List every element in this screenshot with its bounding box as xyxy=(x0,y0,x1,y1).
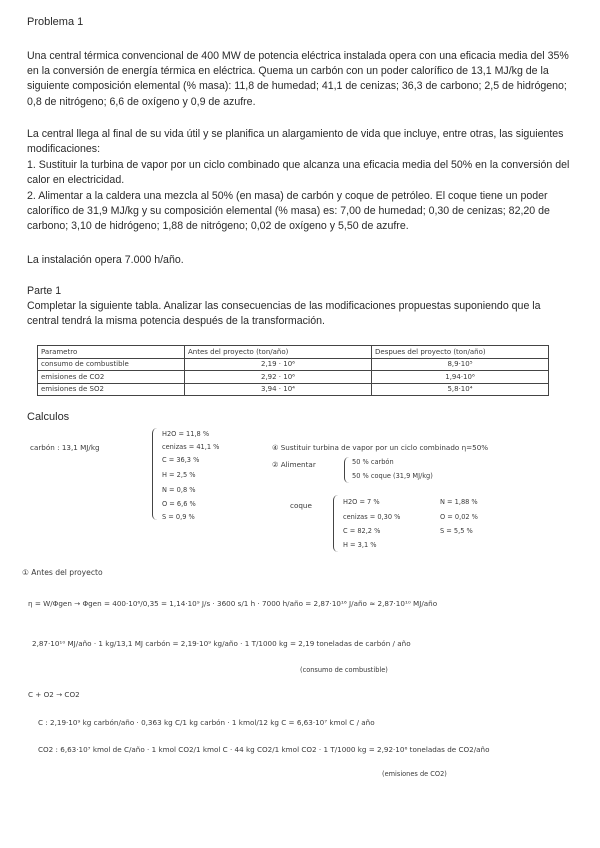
co2-emissions-note: (emisiones de CO2) xyxy=(382,770,447,778)
mix-carbon: 50 % carbón xyxy=(352,458,394,466)
carbon-composition: H2O = 11,8 % xyxy=(162,430,210,438)
table-header: Despues del proyecto (ton/año) xyxy=(372,346,549,359)
table-cell: 2,19 · 10⁶ xyxy=(185,358,372,371)
carbon-composition: N = 0,8 % xyxy=(162,486,196,494)
coque-composition: C = 82,2 % xyxy=(343,527,381,535)
table-cell: consumo de combustible xyxy=(38,358,185,371)
carbon-composition: C = 36,3 % xyxy=(162,456,200,464)
coque-composition: cenizas = 0,30 % xyxy=(343,513,401,521)
fuel-consumption-calculation: 2,87·10¹⁰ MJ/año · 1 kg/13,1 MJ carbón = 2,19·10⁹ kg/año · 1 T/1000 kg = 2,19 toneladas de carbón / año xyxy=(32,639,411,648)
table-cell: 5,8·10⁴ xyxy=(372,383,549,396)
mix-brace xyxy=(344,457,349,483)
carbon-composition: O = 6,6 % xyxy=(162,500,196,508)
carbon-moles-calculation: C : 2,19·10⁹ kg carbón/año · 0,363 kg C/1 kg carbón · 1 kmol/12 kg C = 6,63·10⁷ kmol C / año xyxy=(38,718,375,727)
table-cell: 8,9·10⁵ xyxy=(372,358,549,371)
table-row xyxy=(38,383,549,396)
coque-composition: H2O = 7 % xyxy=(343,498,380,506)
modification-2-note: ② Alimentar xyxy=(272,460,316,469)
table-cell: 2,92 · 10⁶ xyxy=(185,371,372,384)
carbon-composition: H = 2,5 % xyxy=(162,471,196,479)
fuel-consumption-note: (consumo de combustible) xyxy=(300,666,388,674)
problem-statement: Una central térmica convencional de 400 MW de potencia eléctrica instalada opera con una eficacia media del 35% en la conversión de energía térmica en eléctrica. Quema un carbón con un poder calorífico de 13,1 MJ/kg de la siguiente composición elemental (% masa): 11,8 de humedad; 41,1 de cenizas; 36,3 de carbono; 2,5 de hidrógeno; 0,8 de nitrógeno; 6,6 de oxígeno y 0,9 de azufre. xyxy=(27,50,569,108)
calculations-title: Calculos xyxy=(27,411,70,423)
table-row xyxy=(38,371,549,384)
table-cell: 1,94·10⁶ xyxy=(372,371,549,384)
coque-brace xyxy=(333,495,338,552)
table-cell: emisiones de SO2 xyxy=(38,383,185,396)
part-1-instructions: Completar la siguiente tabla. Analizar las consecuencias de las modificaciones propuestas suponiendo que la central tendrá la misma potencia después de la transformación. xyxy=(27,300,541,328)
part-1-title: Parte 1 xyxy=(27,285,62,297)
combustion-reaction: C + O2 → CO2 xyxy=(28,690,80,699)
coque-composition: O = 0,02 % xyxy=(440,513,478,521)
page-title: Problema 1 xyxy=(27,16,84,28)
table-row xyxy=(38,358,549,371)
co2-emissions-calculation: CO2 : 6,63·10⁷ kmol de C/año · 1 kmol CO2/1 kmol C · 44 kg CO2/1 kmol CO2 · 1 T/1000 kg = 2,92·10⁶ toneladas de CO2/año xyxy=(38,745,490,754)
carbon-label: carbón : 13,1 MJ/kg xyxy=(30,443,100,452)
carbon-composition: S = 0,9 % xyxy=(162,513,195,521)
carbon-brace xyxy=(152,428,157,520)
results-table xyxy=(37,345,549,396)
coque-composition: H = 3,1 % xyxy=(343,541,377,549)
coque-label: coque xyxy=(290,501,312,510)
table-header: Parametro xyxy=(38,346,185,359)
efficiency-calculation: η = W/Φgen → Φgen = 400·10⁶/0,35 = 1,14·10⁹ J/s · 3600 s/1 h · 7000 h/año = 2,87·10¹⁶ J/año ≈ 2,87·10¹⁰ MJ/año xyxy=(28,599,438,608)
mix-coque: 50 % coque (31,9 MJ/kg) xyxy=(352,472,433,480)
coque-composition: N = 1,88 % xyxy=(440,498,478,506)
modification-1: 1. Sustituir la turbina de vapor por un ciclo combinado que alcanza una eficacia media del 50% en la conversión del calor en electricidad. xyxy=(27,159,570,187)
table-header-row xyxy=(38,346,549,359)
operating-hours: La instalación opera 7.000 h/año. xyxy=(27,254,184,266)
modifications-intro: La central llega al final de su vida útil y se planifica un alargamiento de vida que incluye, entre otras, las siguientes modificaciones: xyxy=(27,128,564,156)
modification-2: 2. Alimentar a la caldera una mezcla al 50% (en masa) de carbón y coque de petróleo. El coque tiene un poder calorífico de 31,9 MJ/kg y su composición elemental (% masa) es: 7,00 de humedad; 0,30 de cenizas; 82,20 de carbono; 3,10 de hidrógeno; 1,88 de nitrógeno; 0,02 de oxígeno y 5,50 de azufre. xyxy=(27,190,550,233)
table-header: Antes del proyecto (ton/año) xyxy=(185,346,372,359)
coque-composition: S = 5,5 % xyxy=(440,527,473,535)
carbon-composition: cenizas = 41,1 % xyxy=(162,443,220,451)
modification-1-note: ④ Sustituir turbina de vapor por un ciclo combinado η=50% xyxy=(272,443,489,452)
antes-heading: ① Antes del proyecto xyxy=(22,568,103,577)
table-cell: emisiones de CO2 xyxy=(38,371,185,384)
table-cell: 3,94 · 10⁴ xyxy=(185,383,372,396)
